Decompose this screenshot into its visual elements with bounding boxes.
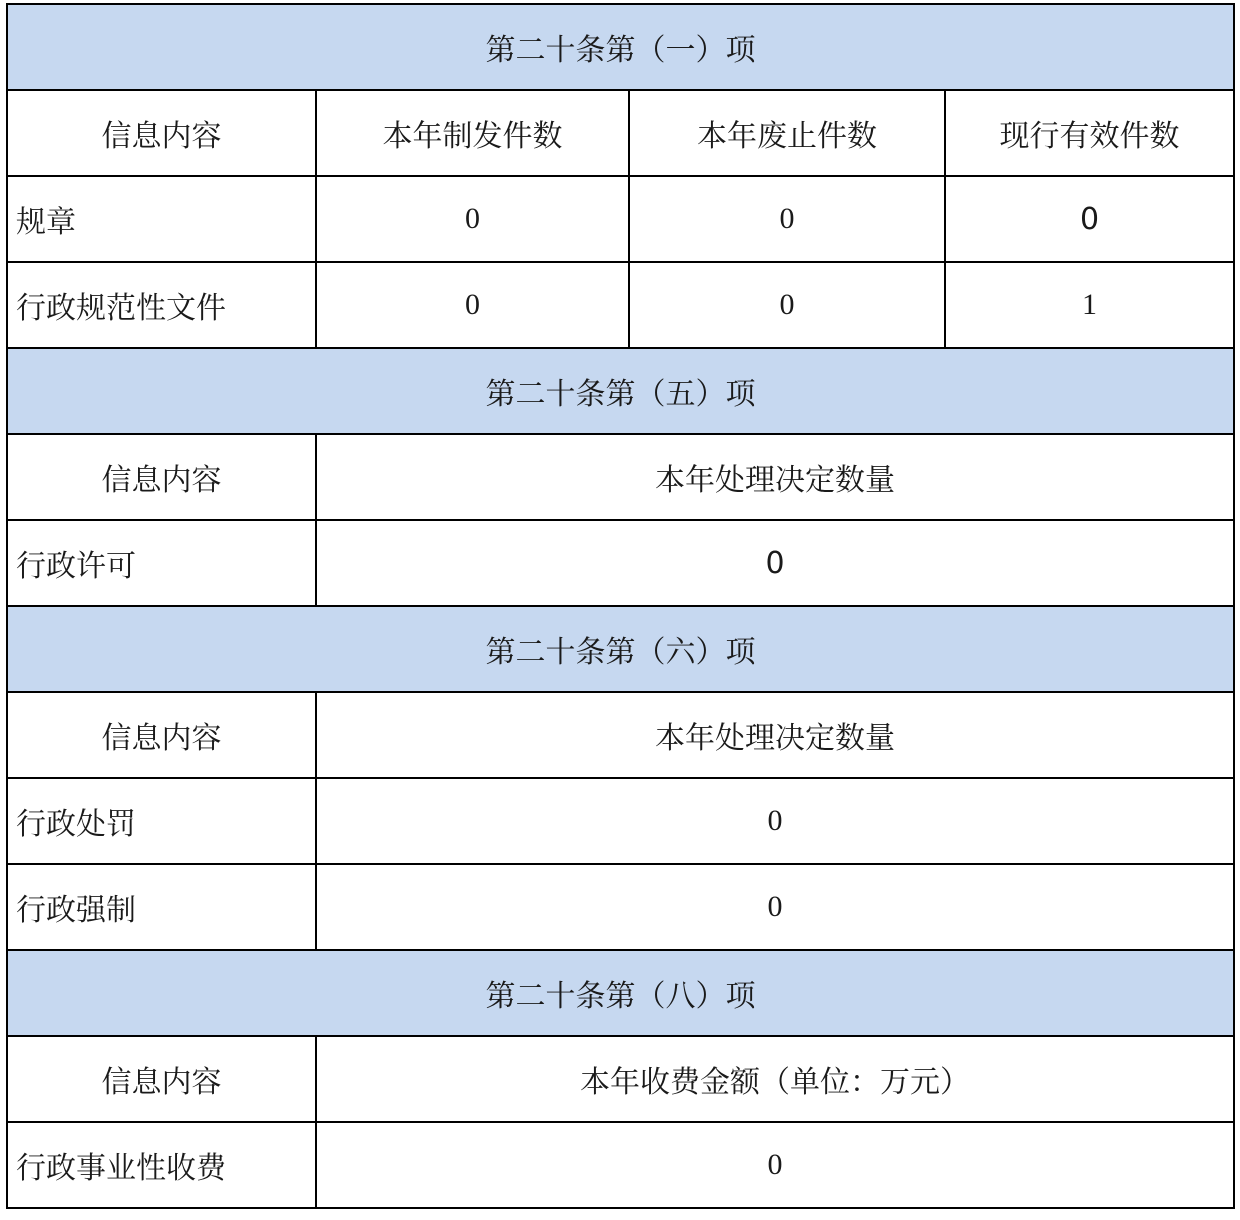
section-title: 第二十条第（六）项 <box>7 606 1234 692</box>
table-cell: 1 <box>945 262 1234 348</box>
table-cell: 0 <box>629 262 945 348</box>
column-header: 本年制发件数 <box>316 90 629 176</box>
row-label: 行政强制 <box>7 864 316 950</box>
table-row <box>7 176 1234 262</box>
section-title: 第二十条第（八）项 <box>7 950 1234 1036</box>
column-header: 信息内容 <box>7 90 316 176</box>
column-header: 现行有效件数 <box>945 90 1234 176</box>
table-cell: 0 <box>316 864 1234 950</box>
table-cell: 0 <box>316 778 1234 864</box>
table-cell: 0 <box>945 176 1234 262</box>
table-row <box>7 864 1234 950</box>
row-label: 行政事业性收费 <box>7 1122 316 1208</box>
table-cell: 0 <box>316 262 629 348</box>
table-row <box>7 778 1234 864</box>
column-header: 本年处理决定数量 <box>316 434 1234 520</box>
table-cell: 0 <box>629 176 945 262</box>
table-cell: 0 <box>316 1122 1234 1208</box>
column-header: 信息内容 <box>7 434 316 520</box>
column-header: 本年收费金额（单位：万元） <box>316 1036 1234 1122</box>
section-header-row <box>7 4 1234 90</box>
column-header: 信息内容 <box>7 1036 316 1122</box>
column-header-row <box>7 692 1234 778</box>
disclosure-table <box>6 3 1235 1209</box>
column-header-row <box>7 434 1234 520</box>
row-label: 行政处罚 <box>7 778 316 864</box>
column-header-row <box>7 1036 1234 1122</box>
section-header-row <box>7 606 1234 692</box>
row-label: 行政规范性文件 <box>7 262 316 348</box>
column-header-row <box>7 90 1234 176</box>
section-title: 第二十条第（一）项 <box>7 4 1234 90</box>
section-title: 第二十条第（五）项 <box>7 348 1234 434</box>
row-label: 规章 <box>7 176 316 262</box>
table-row <box>7 520 1234 606</box>
column-header: 本年废止件数 <box>629 90 945 176</box>
table-cell: 0 <box>316 520 1234 606</box>
column-header: 本年处理决定数量 <box>316 692 1234 778</box>
column-header: 信息内容 <box>7 692 316 778</box>
section-header-row <box>7 950 1234 1036</box>
row-label: 行政许可 <box>7 520 316 606</box>
section-header-row <box>7 348 1234 434</box>
table-row <box>7 262 1234 348</box>
table-cell: 0 <box>316 176 629 262</box>
table-row <box>7 1122 1234 1208</box>
